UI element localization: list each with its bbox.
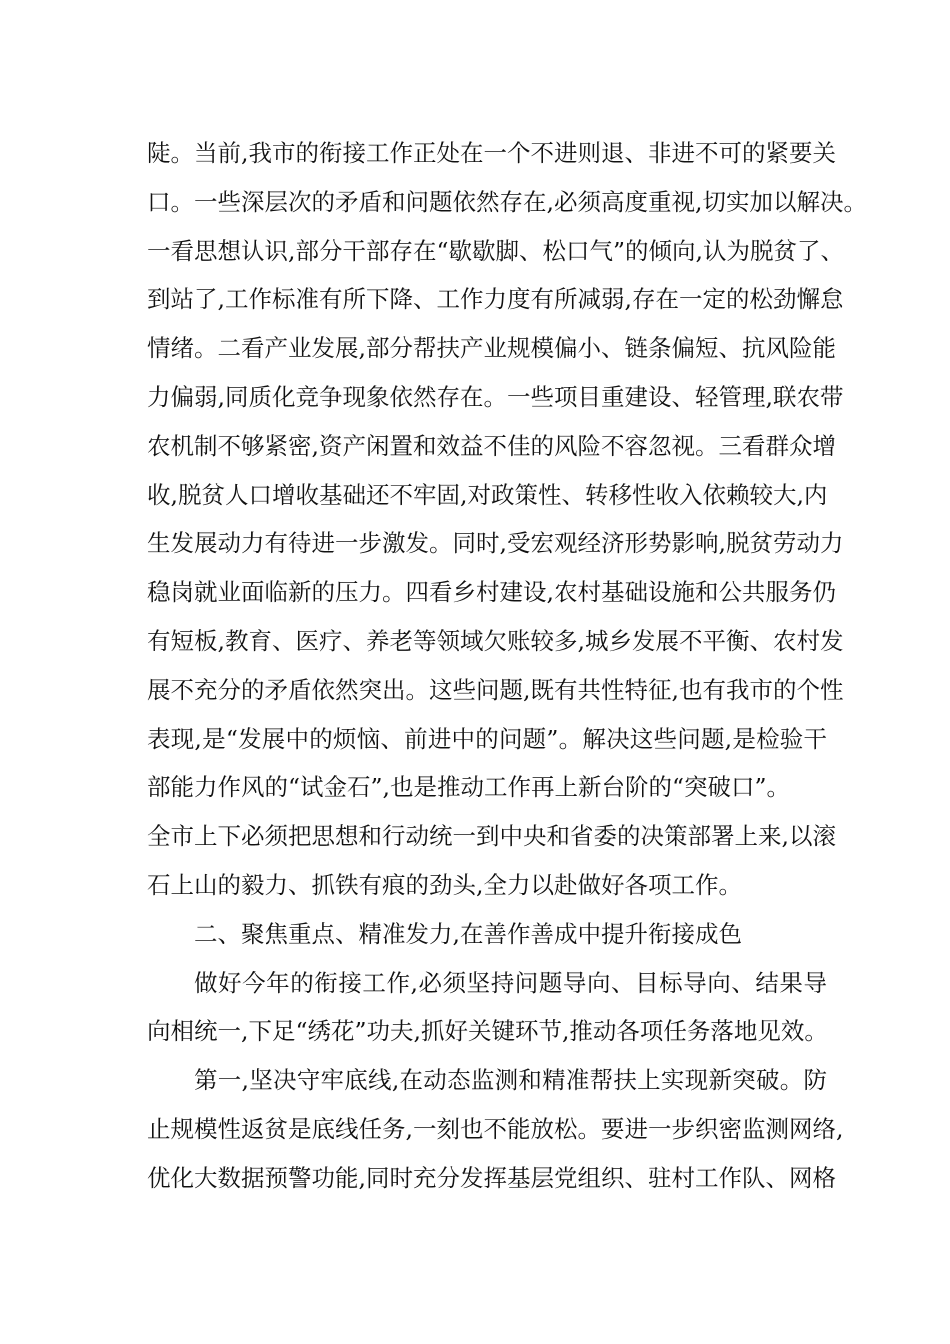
body-line: 石上山的毅力、抓铁有痕的劲头,全力以赴做好各项工作。 xyxy=(147,870,742,899)
body-line: 优化大数据预警功能,同时充分发挥基层党组织、驻村工作队、网格 xyxy=(147,1163,836,1192)
body-line: 陡。当前,我市的衔接工作正处在一个不进则退、非进不可的紧要关 xyxy=(147,139,836,167)
body-line: 到站了,工作标准有所下降、工作力度有所减弱,存在一定的松劲懈怠 xyxy=(147,285,844,314)
body-line: 稳岗就业面临新的压力。四看乡村建设,农村基础设施和公共服务仍 xyxy=(147,578,836,607)
body-line: 展不充分的矛盾依然突出。这些问题,既有共性特征,也有我市的个性 xyxy=(147,675,844,704)
body-line: 向相统一,下足“绣花”功夫,抓好关键环节,推动各项任务落地见效。 xyxy=(147,1017,828,1046)
body-line: 有短板,教育、医疗、养老等领域欠账较多,城乡发展不平衡、农村发 xyxy=(147,626,844,655)
body-line: 生发展动力有待进一步激发。同时,受宏观经济形势影响,脱贫劳动力 xyxy=(147,529,844,558)
body-line: 止规模性返贫是底线任务,一刻也不能放松。要进一步织密监测网络, xyxy=(147,1114,844,1143)
section-heading: 二、聚焦重点、精准发力,在善作善成中提升衔接成色 xyxy=(194,919,742,948)
body-line: 农机制不够紧密,资产闲置和效益不佳的风险不容忽视。三看群众增 xyxy=(147,431,836,460)
body-line: 表现,是“发展中的烦恼、前进中的问题”。解决这些问题,是检验干 xyxy=(147,724,827,753)
body-line: 一看思想认识,部分干部存在“歇歇脚、松口气”的倾向,认为脱贫了、 xyxy=(147,236,844,265)
paragraph-first-line: 第一,坚决守牢底线,在动态监测和精准帮扶上实现新突破。防 xyxy=(194,1066,827,1095)
body-line: 全市上下必须把思想和行动统一到中央和省委的决策部署上来,以滚 xyxy=(147,822,836,851)
body-line: 口。一些深层次的矛盾和问题依然存在,必须高度重视,切实加以解决。 xyxy=(147,187,867,216)
body-line: 收,脱贫人口增收基础还不牢固,对政策性、转移性收入依赖较大,内 xyxy=(147,480,828,509)
body-line: 部能力作风的“试金石”,也是推动工作再上新台阶的“突破口”。 xyxy=(147,773,791,802)
document-body xyxy=(147,129,867,1203)
body-line: 情绪。二看产业发展,部分帮扶产业规模偏小、链条偏短、抗风险能 xyxy=(147,334,836,363)
body-line: 力偏弱,同质化竞争现象依然存在。一些项目重建设、轻管理,联农带 xyxy=(147,382,844,411)
paragraph-first-line: 做好今年的衔接工作,必须坚持问题导向、目标导向、结果导 xyxy=(194,968,827,997)
